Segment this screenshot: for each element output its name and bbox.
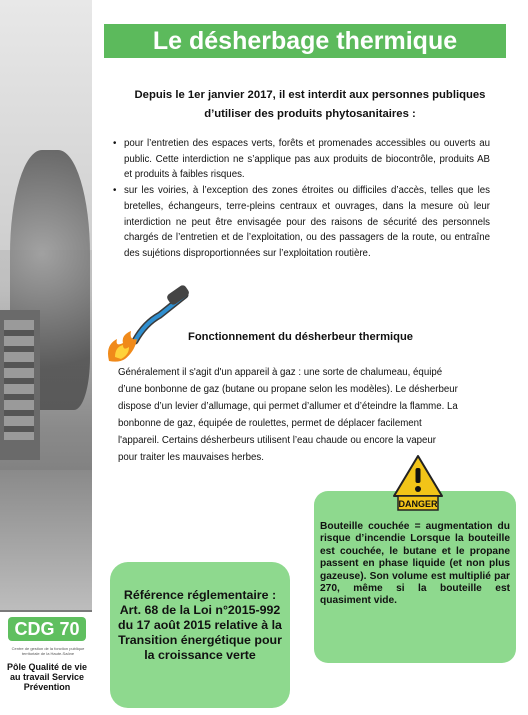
sidebar-photo xyxy=(0,0,92,715)
sidebar-building xyxy=(0,310,40,460)
danger-label: DANGER xyxy=(398,499,438,509)
sidebar-road xyxy=(0,470,92,610)
section-body: Généralement il s'agit d'un appareil à gaz : une sorte de chalumeau, équipé d’une bonbonne de gaz (butane ou propane selon les modèles). Le désherbeur dispose d’un levier d’allumage, qui permet d’allumer et d’éteindre la flamme. La bonbonne de gaz, équipée de roulettes, permet de déplacer facilement l'appareil. Certains désherbeurs utilisent l’eau chaude ou encore la vapeur pour traiter les mauvaises herbes. xyxy=(118,367,458,463)
cdg-logo: CDG 70 xyxy=(8,617,86,641)
bullet-glyph: • xyxy=(113,138,117,149)
danger-text: Bouteille couchée = augmentation du risque d’incendie Lorsque la bouteille est couchée, le butane et le propane passent en phase liquide (et non plus gazeuse). Son volume est multiplié par 270, même si la bouteille est quasiment vide. xyxy=(320,521,510,607)
bullet-glyph: • xyxy=(113,185,117,197)
bullet-text: sur les voiries, à l’exception des zones étroites ou difficiles d’accès, telles que les bretelles, échangeurs, terre-pleins centraux et ouvrages, dans la mesure où leur interdiction ne peut être envisagée pour des raisons de sécurité des personnels chargés de l’entretien et de l’exploitation, ou des passagers de la route, ou entraîne des sujétions disproportionnées sur l’exploitation routière. xyxy=(124,185,490,259)
section-title: Fonctionnement du désherbeur thermique xyxy=(188,331,414,343)
intro-text: Depuis le 1er janvier 2017, il est interdit aux personnes publiques d’utiliser des produits phytosanitaires : xyxy=(134,89,486,120)
list-item xyxy=(110,183,490,262)
list-item xyxy=(110,136,490,183)
weed-burner-torch-icon xyxy=(105,283,195,363)
bullet-text: pour l’entretien des espaces verts, forêts et promenades accessibles ou ouverts au public. Cette interdiction ne s’applique pas aux produits de biocontrôle, produits AB et produits à faibles risques. xyxy=(124,138,490,181)
pole-label: Pôle Qualité de vie au travail Service Prévention xyxy=(6,662,88,692)
bullet-list xyxy=(110,136,490,262)
logo-subtitle: Centre de gestion de la fonction publique territoriale de la Haute-Saône xyxy=(11,646,85,656)
page-title: Le désherbage thermique xyxy=(104,24,506,58)
reference-text: Référence réglementaire : Art. 68 de la Loi n°2015-992 du 17 août 2015 relative à la Transition énergétique pour la croissance verte xyxy=(118,588,282,662)
warning-triangle-icon xyxy=(392,454,444,512)
